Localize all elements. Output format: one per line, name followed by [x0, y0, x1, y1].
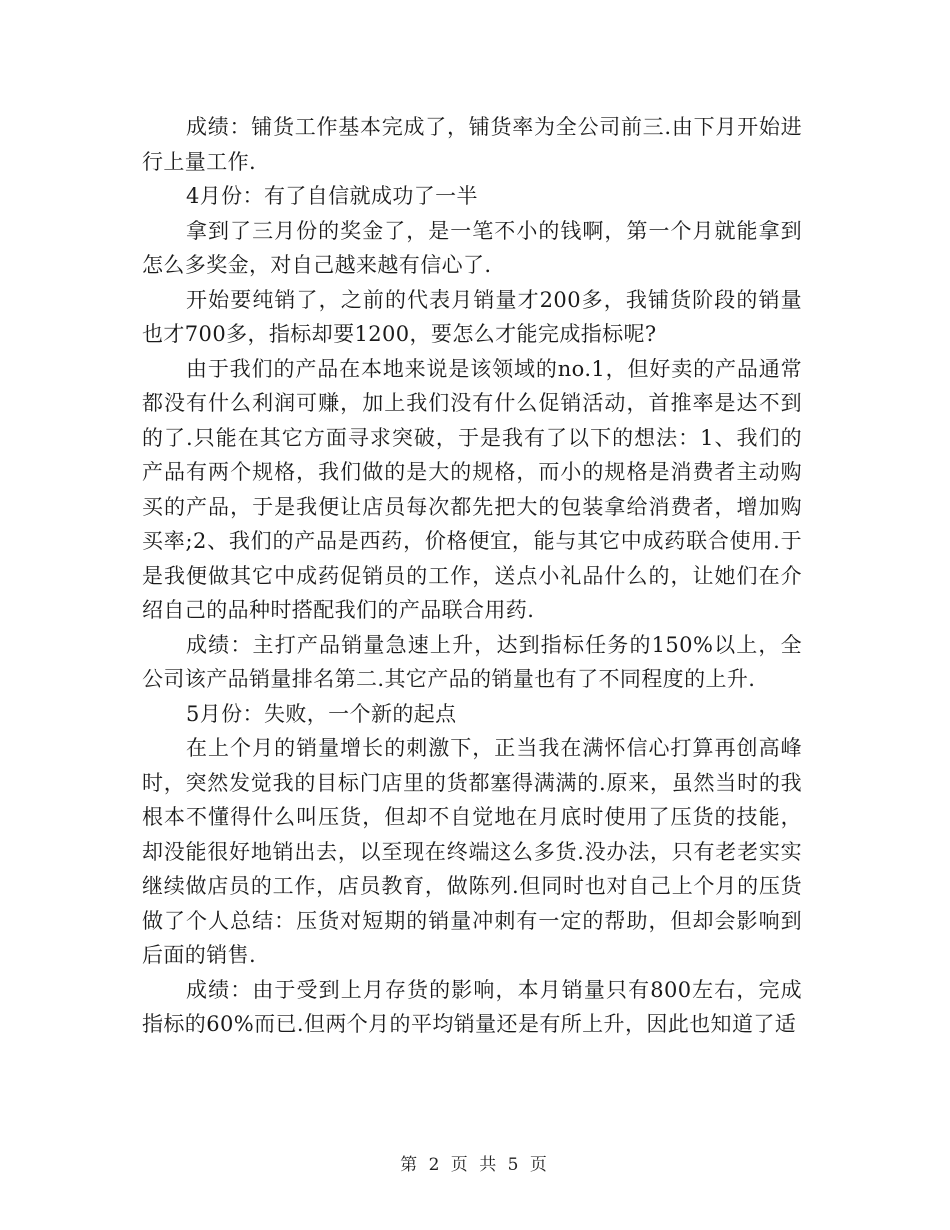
paragraph-may-result: 成绩：由于受到上月存货的影响，本月销量只有800左右，完成指标的60%而已.但两个月的平均销量还是有所上升，因此也知道了适 — [142, 977, 802, 1036]
paragraph-march-result: 成绩：铺货工作基本完成了，铺货率为全公司前三.由下月开始进行上量工作. — [142, 115, 802, 174]
page-body — [142, 110, 802, 1042]
page-footer: 第 2 页 共 5 页 — [400, 1155, 550, 1175]
paragraph-may-heading: 5月份：失败，一个新的起点 — [186, 701, 457, 726]
paragraph-april-strategy: 由于我们的产品在本地来说是该领域的no.1，但好卖的产品通常都没有什么利润可赚，加上我们没有什么促销活动，首推率是达不到的了.只能在其它方面寻求突破，于是我有了以下的想法：1、我们的产品有两个规格，我们做的是大的规格，而小的规格是消费者主动购买的产品，于是我便让店员每次都先把大的包装拿给消费者，增加购买率;2、我们的产品是西药，价格便宜，能与其它中成药联合使用.于是我便做其它中成药促销员的工作，送点小礼品什么的，让她们在介绍自己的品种时搭配我们的产品联合用药. — [142, 356, 802, 622]
paragraph-april-heading: 4月份：有了自信就成功了一半 — [186, 184, 478, 208]
paragraph-may-overstock: 在上个月的销量增长的刺激下，正当我在满怀信心打算再创高峰时，突然发觉我的目标门店里的货都塞得满满的.原来，虽然当时的我根本不懂得什么叫压货，但却不自觉地在月底时使用了压货的技能，却没能很好地销出去，以至现在终端这么多货.没办法，只有老老实实继续做店员的工作，店员教育，做陈列.但同时也对自己上个月的压货做了个人总结：压货对短期的销量冲刺有一定的帮助，但却会影响到后面的销售. — [142, 736, 802, 967]
paragraph-april-result: 成绩：主打产品销量急速上升，达到指标任务的150%以上，全公司该产品销量排名第二.其它产品的销量也有了不同程度的上升. — [142, 632, 802, 691]
paragraph-april-bonus: 拿到了三月份的奖金了，是一笔不小的钱啊，第一个月就能拿到怎么多奖金，对自己越来越有信心了. — [142, 218, 802, 277]
paragraph-april-target: 开始要纯销了，之前的代表月销量才200多，我铺货阶段的销量也才700多，指标却要1200，要怎么才能完成指标呢? — [142, 287, 802, 346]
